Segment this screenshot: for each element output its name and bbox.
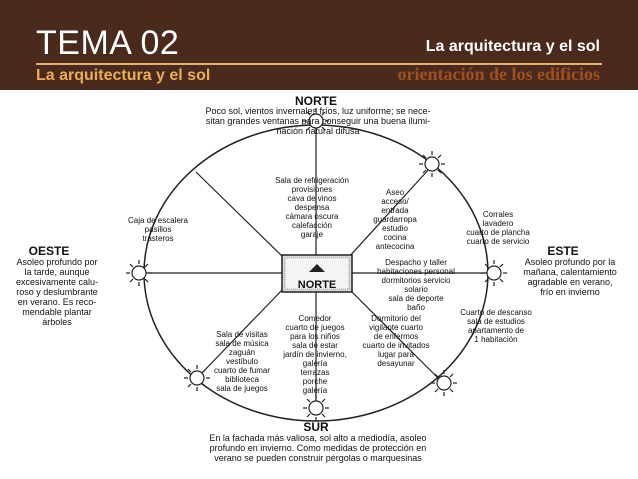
- rooms-west: Caja de escalera pasillos trasteros: [127, 216, 189, 243]
- header-right-title: La arquitectura y el sol: [425, 38, 600, 55]
- sun-south-icon: [303, 395, 329, 421]
- slide-title: TEMA 02: [36, 24, 180, 62]
- north-heading: NORTE: [295, 94, 337, 108]
- sun-west-icon: [126, 260, 152, 286]
- rooms-south-west: Sala de visitas sala de música zaguán vestíbulo cuarto de fumar biblioteca sala de juegos: [213, 330, 271, 393]
- west-description: Asoleo profundo por la tarde, aunque excesivamente calu- roso y deslumbrante en verano. Es reco- mendable plantar árboles: [15, 257, 99, 327]
- rooms-east-south: Cuarto de descanso sala de estudios apartamento de 1 habitación: [460, 308, 532, 344]
- header-bar: [0, 0, 638, 90]
- rooms-south: Comedor cuarto de juegos para los niños sala de estar jardín de invierno, galería terrazas porche galería: [283, 314, 347, 395]
- orientation-diagram: [0, 90, 638, 479]
- rooms-east-north: Corrales lavadero cuarto de plancha cuarto de servicio: [466, 210, 530, 246]
- east-description: Asoleo profundo por la mañana, calentamiento agradable en verano, frío en invierno: [523, 257, 617, 297]
- rooms-north: Sala de refrigeración provisiones cava de vinos despensa cámara oscura calefacción garaje: [275, 176, 349, 239]
- west-heading: OESTE: [28, 244, 70, 258]
- sun-northeast-icon: [419, 151, 445, 177]
- center-north-label: NORTE: [297, 279, 337, 291]
- sun-southeast-icon: [431, 370, 457, 396]
- east-heading: ESTE: [547, 244, 579, 258]
- sun-east-icon: [481, 260, 507, 286]
- south-description: En la fachada más valiosa, sol alto a mediodía, asoleo profundo en invierno. Como medidas de protección en verano se pueden construir pérgolas o marquesinas: [209, 433, 427, 463]
- north-description: Poco sol, vientos invernales fríos, luz uniforme; se nece- sitan grandes ventanas para conseguir una buena ilumi- nación natural difusa: [205, 106, 431, 136]
- rooms-east: Despacho y taller habitaciones personal dormitorios servicio solario sala de deporte baño: [377, 258, 455, 312]
- rooms-north-east: Aseo acceso/ entrada guardarropa estudio cocina antecocina: [373, 188, 417, 251]
- south-heading: SUR: [303, 420, 329, 434]
- slide-subtitle: La arquitectura y el sol: [36, 67, 211, 84]
- rooms-south-east: Dormitorio del vigilante cuarto de enfermos cuarto de invitados lugar para desayunar: [362, 314, 430, 368]
- orientation-caption: orientación de los edificios: [397, 64, 600, 84]
